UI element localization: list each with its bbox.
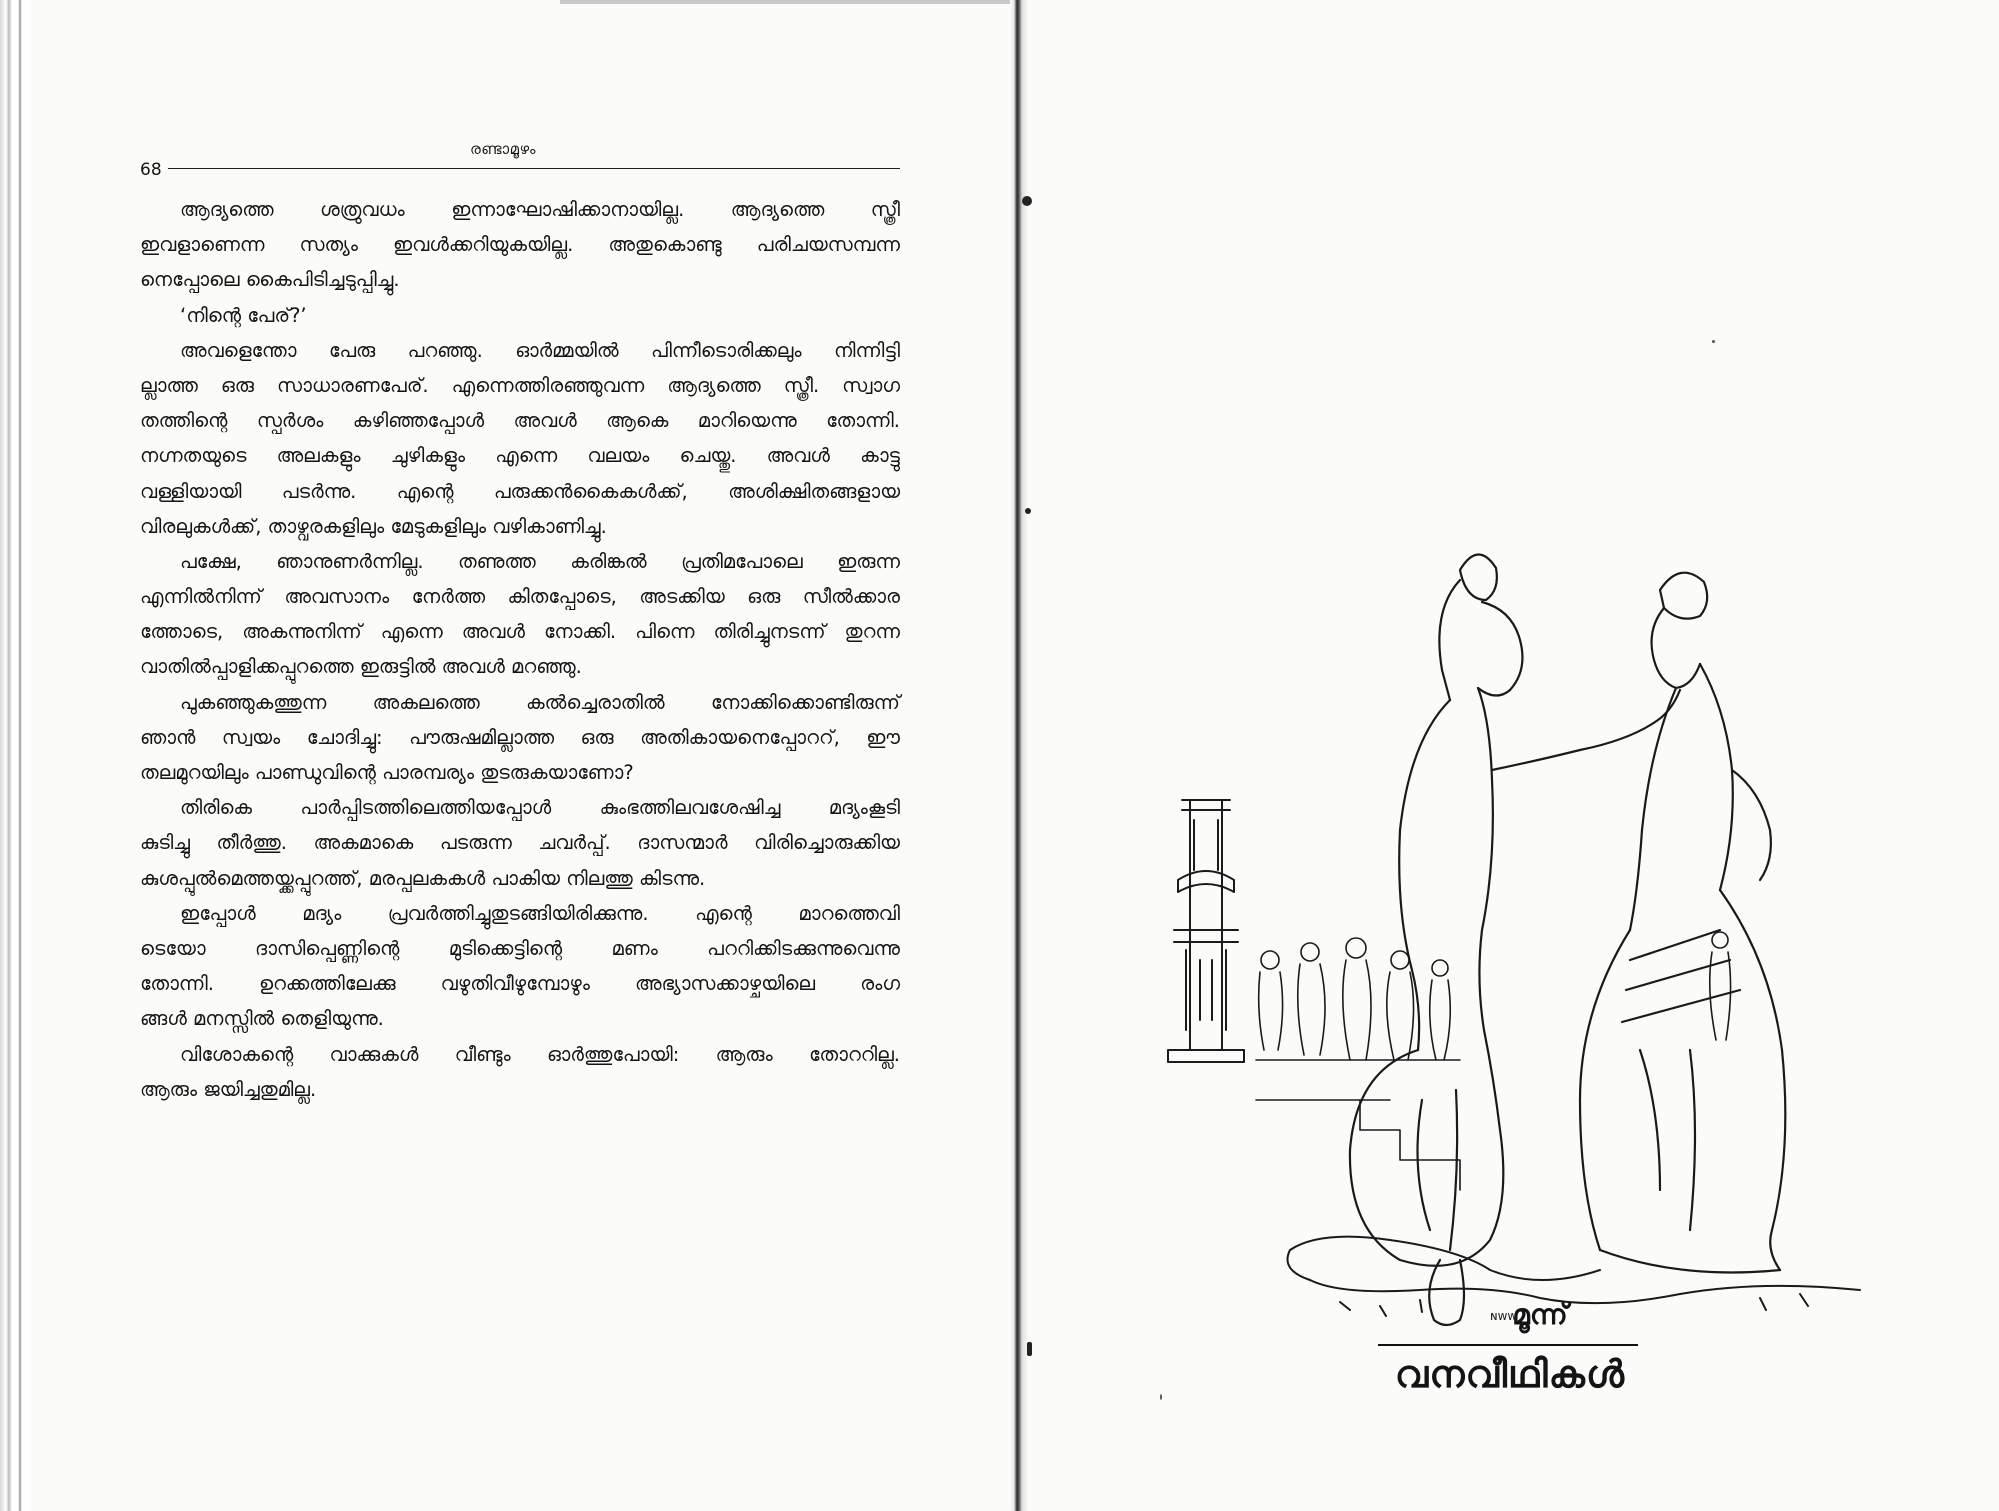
page-edge-left	[0, 0, 30, 1511]
text-line: കുടിച്ചു തീർത്തു. അകമാകെ പടരുന്ന ചവർപ്പ്. ദാസന്മാർ വിരിച്ചൊരുക്കിയ	[140, 831, 900, 855]
page-number: 68	[140, 160, 162, 180]
man-figure	[1350, 554, 1580, 1325]
text-line: ടെയോ ദാസിപ്പെണ്ണിന്റെ മുടിക്കെട്ടിന്റെ മണം പററിക്കിടക്കുന്നുവെന്നു	[140, 936, 900, 960]
header-rule	[168, 168, 900, 169]
text-line: ഇപ്പോൾ മദ്യം പ്രവർത്തിച്ചുതുടങ്ങിയിരിക്കുന്നു. എന്റെ മാറത്തെവി	[180, 901, 900, 925]
text-line: പുകഞ്ഞുകത്തുന്ന അകലത്തെ കൽച്ചെരാതിൽ നോക്കിക്കൊണ്ടിരുന്ന്	[180, 690, 900, 714]
text-line: ല്ലാത്ത ഒരു സാധാരണപേര്. എന്നെത്തിരഞ്ഞുവന്ന ആദ്യത്തെ സ്ത്രീ. സ്വാഗ	[140, 373, 900, 397]
svg-text:ɴwᴡ: ɴwᴡ	[1490, 1309, 1518, 1323]
text-line: നഗ്നതയുടെ അലകളും ചുഴികളും എന്നെ വലയം ചെയ്തു. അവൾ കാട്ടു	[140, 444, 900, 468]
text-line: ഇവളാണെന്ന സത്യം ഇവൾക്കറിയുകയില്ല. അതുകൊണ്ടു പരിചയസമ്പന്ന	[140, 233, 900, 257]
text-line: പക്ഷേ, ഞാനുണർന്നില്ല. തണുത്ത കരിങ്കൽ പ്രതിമപോലെ ഇരുന്ന	[180, 549, 900, 573]
running-head	[140, 138, 900, 180]
text-line: ങ്ങൾ മനസ്സിൽ തെളിയുന്നു.	[140, 1007, 384, 1031]
chapter-number: മൂന്ന്	[1512, 1298, 1568, 1331]
text-line: നെപ്പോലെ കൈപിടിച്ചടുപ്പിച്ചു.	[140, 268, 400, 292]
pillar-drawing	[1168, 800, 1244, 1062]
text-line: എന്നിൽനിന്ന് അവസാനം നേർത്ത കിതപ്പോടെ, അടക്കിയ ഒരു സീൽക്കാര	[140, 585, 900, 609]
text-line: തലമുറയിലും പാണ്ഡുവിന്റെ പാരമ്പര്യം തുടരുകയാണോ?	[140, 761, 634, 784]
text-line: വിരലുകൾക്ക്, താഴ്വരകളിലും മേടുകളിലും വഴികാണിച്ചു.	[140, 514, 607, 538]
running-title: രണ്ടാമൂഴം	[470, 140, 536, 158]
text-line: വാതിൽപ്പാളിക്കപ്പുറത്തെ ഇരുട്ടിൽ അവൾ മറഞ്ഞു.	[140, 655, 582, 679]
text-line: ആദ്യത്തെ ശത്രുവധം ഇന്നാഘോഷിക്കാനായില്ല. ആദ്യത്തെ സ്ത്രീ	[180, 198, 900, 221]
text-line: തിരികെ പാർപ്പിടത്തിലെത്തിയപ്പോൾ കുംഭത്തിലവശേഷിച്ച മദ്യംകൂടി	[180, 796, 900, 820]
text-line: തത്തിന്റെ സ്പർശം കഴിഞ്ഞപ്പോൾ അവൾ ആകെ മാറിയെന്നു തോന്നി.	[140, 409, 900, 433]
right-page	[1030, 0, 1999, 1511]
text-line: ആരും ജയിച്ചതുമില്ല.	[140, 1077, 317, 1101]
text-line: തോന്നി. ഉറക്കത്തിലേക്കു വഴുതിവീഴുമ്പോഴും അഭ്യാസക്കാഴ്ചയിലെ രംഗ	[140, 972, 900, 996]
text-line: അവളെന്തോ പേരു പറഞ്ഞു. ഓർമ്മയിൽ പിന്നീടൊരിക്കലും നിന്നിട്ടി	[180, 338, 900, 362]
woman-figure	[1580, 573, 1785, 1273]
chapter-rule	[1378, 1344, 1638, 1346]
body-text	[140, 192, 900, 1107]
chapter-title: വനവീഥികൾ	[1394, 1352, 1626, 1396]
book-gutter	[1010, 0, 1028, 1511]
text-line: കുശപ്പുൽമെത്തയ്ക്കപ്പുറത്ത്, മരപ്പലകകൾ പാകിയ നിലത്തു കിടന്നു.	[140, 866, 706, 890]
text-line: ത്തോടെ, അകന്നുനിന്ന് എന്നെ അവൾ നോക്കി. പിന്നെ തിരിച്ചുനടന്ന് തുറന്ന	[140, 620, 900, 644]
scan-speck	[1160, 1394, 1162, 1400]
text-line: ‘നിന്റെ പേര്?’	[180, 303, 307, 327]
text-line: വള്ളിയായി പടർന്നു. എന്റെ പരുക്കൻകൈകൾക്ക്, അശിക്ഷിതങ്ങളായ	[140, 479, 900, 503]
text-line: ഞാൻ സ്വയം ചോദിച്ചു: പൗരുഷമില്ലാത്ത ഒരു അതികായനെപ്പോററ്, ഈ	[140, 725, 900, 749]
left-page	[140, 138, 900, 1107]
scan-speck	[1712, 340, 1715, 343]
text-line: വിശോകന്റെ വാക്കുകൾ വീണ്ടും ഓർത്തുപോയി: ആരും തോററില്ല.	[180, 1042, 900, 1066]
page-edge-top	[560, 0, 1010, 4]
